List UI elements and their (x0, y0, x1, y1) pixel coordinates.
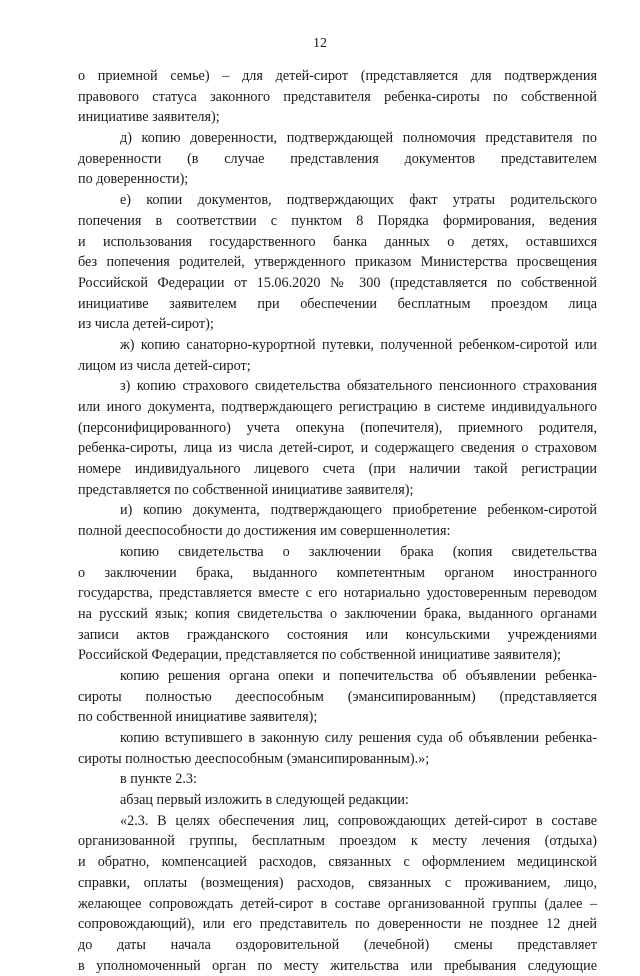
text-line: по собственной инициативе заявителя); (78, 709, 318, 726)
text-line: ж) копию санаторно-курортной путевки, полученной ребенком-сиротой или (120, 336, 597, 353)
text-line: сироты полностью дееспособным (эмансипированным) (представляется (78, 688, 597, 705)
text-line: д) копию доверенности, подтверждающей полномочия представителя по (120, 130, 597, 147)
text-line: номере индивидуального лицевого счета (при наличии такой регистрации (78, 461, 597, 478)
text-line: записи актов гражданского состояния или консульскими учреждениями (78, 626, 597, 643)
text-line: организованной группы, бесплатным проездом к месту лечения (отдыха) (78, 833, 597, 850)
text-line: попечения в соответствии с пунктом 8 Порядка формирования, ведения (78, 212, 597, 229)
text-line: е) копии документов, подтверждающих факт утраты родительского (120, 192, 597, 209)
text-line: абзац первый изложить в следующей редакции: (120, 792, 409, 809)
text-line: доверенности (в случае представления документов представителем (78, 150, 597, 167)
text-line: без попечения родителей, утвержденного приказом Министерства просвещения (78, 254, 597, 271)
text-line: лицом из числа детей-сирот; (78, 357, 251, 374)
text-line: копию решения органа опеки и попечительства об объявлении ребенка- (120, 667, 597, 684)
text-line: до даты начала оздоровительной (лечебной) смены представляет (78, 936, 597, 953)
text-line: з) копию страхового свидетельства обязательного пенсионного страхования (120, 378, 597, 395)
text-line: сопровождающий), или его представитель по доверенности не позднее 12 дней (78, 916, 597, 933)
text-line: желающее сопровождать детей-сирот в составе организованной группы (далее – (78, 895, 597, 912)
text-line: и обратно, компенсацией расходов, связанных с оформлением медицинской (78, 854, 597, 871)
page-number: 12 (313, 36, 327, 51)
text-line: или иного документа, подтверждающего регистрацию в системе индивидуального (78, 399, 597, 415)
text-line: «2.3. В целях обеспечения лиц, сопровождающих детей-сирот в составе (120, 812, 597, 829)
text-line: и использования государственного банка данных о детях, оставшихся (78, 233, 597, 250)
text-line: представляется по собственной инициативе заявителя); (78, 481, 414, 498)
text-line: инициативе заявителя); (78, 109, 220, 126)
text-line: сироты полностью дееспособным (эмансипированным).»; (78, 750, 430, 767)
text-line: копию вступившего в законную силу решения суда об объявлении ребенка- (120, 730, 597, 746)
text-line: копию свидетельства о заключении брака (копия свидетельства (120, 543, 597, 560)
text-line: правового статуса законного представителя ребенка-сироты по собственной (78, 88, 597, 105)
document-body (78, 66, 597, 976)
text-line: (персонифицированного) учета опекуна (попечителя), приемного родителя, (78, 419, 597, 436)
text-line: государства, представляется вместе с его нотариально удостоверенным переводом (78, 585, 597, 602)
text-line: и) копию документа, подтверждающего приобретение ребенком-сиротой (120, 502, 597, 519)
text-line: из числа детей-сирот); (78, 316, 214, 333)
text-line: о приемной семье) – для детей-сирот (представляется для подтверждения (78, 68, 597, 84)
text-line: инициативе заявителем при обеспечении бесплатным проездом лица (78, 295, 597, 312)
text-line: в пункте 2.3: (120, 771, 197, 788)
text-line: полной дееспособности до достижения им совершеннолетия: (78, 523, 451, 540)
text-line: по доверенности); (78, 171, 189, 188)
text-line: Российской Федерации, представляется по собственной инициативе заявителя); (78, 647, 562, 664)
text-line: справки, оплаты (возмещения) расходов, связанных с проживанием, лицо, (78, 874, 597, 891)
text-line: в уполномоченный орган по месту жительства или пребывания следующие (78, 957, 597, 974)
text-line: о заключении брака, выданного компетентным органом иностранного (78, 564, 597, 581)
text-line: на русский язык; копия свидетельства о заключении брака, выданного органами (78, 605, 597, 622)
text-line: Российской Федерации от 15.06.2020 № 300 (представляется по собственной (78, 274, 597, 291)
text-line: ребенка-сироты, лица из числа детей-сирот, и содержащего сведения о страховом (78, 440, 597, 457)
